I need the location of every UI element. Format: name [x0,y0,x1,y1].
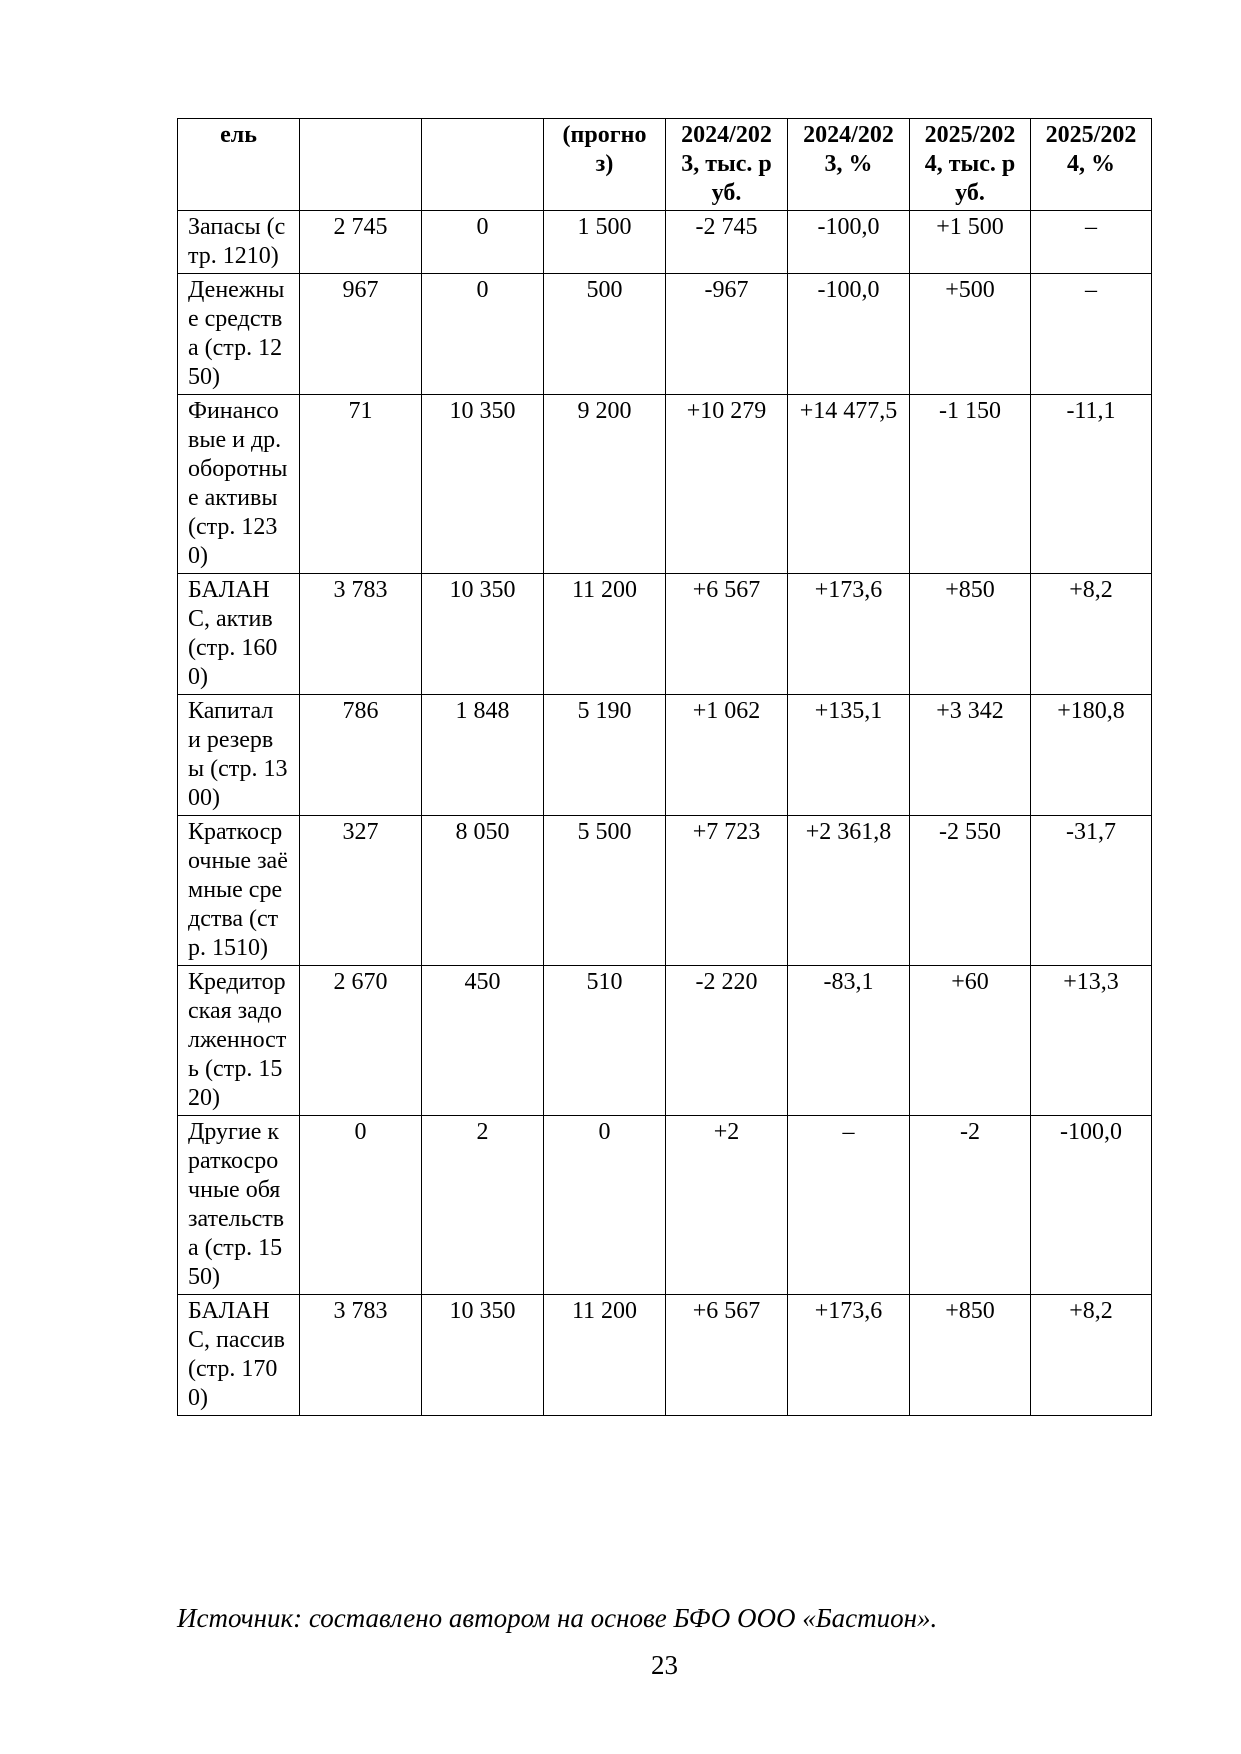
table-cell: +173,6 [788,1295,910,1416]
table-row [178,211,1152,274]
row-label: Запасы (стр. 1210) [178,211,300,274]
table-cell: -83,1 [788,966,910,1116]
row-label: Краткосрочные заёмные средства (стр. 1510) [178,816,300,966]
table-row [178,966,1152,1116]
table-cell: -1 150 [910,395,1031,574]
table-cell: 5 190 [544,695,666,816]
table-row [178,1295,1152,1416]
table-cell: 8 050 [422,816,544,966]
table-cell: -2 [910,1116,1031,1295]
table-cell: +850 [910,574,1031,695]
table-cell: – [1031,274,1152,395]
table-cell: +14 477,5 [788,395,910,574]
row-label: Другие краткосрочные обязательства (стр. 1550) [178,1116,300,1295]
table-cell: 1 848 [422,695,544,816]
table-cell: +1 062 [666,695,788,816]
header-cell: 2024/2023, % [788,119,910,211]
row-label: БАЛАНС, актив (стр. 1600) [178,574,300,695]
table-cell: +173,6 [788,574,910,695]
table-cell: 10 350 [422,395,544,574]
table-cell: -11,1 [1031,395,1152,574]
table-cell: +135,1 [788,695,910,816]
table-cell: +8,2 [1031,1295,1152,1416]
table-cell: 10 350 [422,574,544,695]
table-row [178,574,1152,695]
header-cell: 2025/2024, тыс. руб. [910,119,1031,211]
table-row [178,1116,1152,1295]
financial-table [177,118,1152,1416]
row-label: Кредиторская задолженность (стр. 1520) [178,966,300,1116]
table-cell: 11 200 [544,1295,666,1416]
table-cell: 11 200 [544,574,666,695]
header-cell: ель [178,119,300,211]
table-cell: 0 [422,211,544,274]
table-cell: 3 783 [300,574,422,695]
source-note: Источник: составлено автором на основе БФО ООО «Бастион». [177,1603,938,1633]
table-cell: 10 350 [422,1295,544,1416]
row-label: БАЛАНС, пассив (стр. 1700) [178,1295,300,1416]
table-cell: +3 342 [910,695,1031,816]
table-cell: +8,2 [1031,574,1152,695]
page-number: 23 [651,1650,678,1680]
header-cell [422,119,544,211]
table-row [178,274,1152,395]
table-cell: +6 567 [666,574,788,695]
table-row [178,816,1152,966]
table-cell: 2 745 [300,211,422,274]
table-row [178,695,1152,816]
row-label: Капитал и резервы (стр. 1300) [178,695,300,816]
header-cell: 2024/2023, тыс. руб. [666,119,788,211]
table-cell: +60 [910,966,1031,1116]
table-cell: +1 500 [910,211,1031,274]
table-cell: +7 723 [666,816,788,966]
header-cell: (прогноз) [544,119,666,211]
table-cell: – [1031,211,1152,274]
table-cell: 5 500 [544,816,666,966]
table-cell: 450 [422,966,544,1116]
table-cell: +6 567 [666,1295,788,1416]
table-cell: 0 [422,274,544,395]
table-cell: 71 [300,395,422,574]
table-cell: +850 [910,1295,1031,1416]
row-label: Финансовые и др. оборотные активы (стр. 1230) [178,395,300,574]
table-cell: +2 [666,1116,788,1295]
table-cell: +10 279 [666,395,788,574]
table-row [178,395,1152,574]
table-cell: +500 [910,274,1031,395]
table-cell: 967 [300,274,422,395]
table-cell: 9 200 [544,395,666,574]
table-cell: 0 [544,1116,666,1295]
table-cell: -2 220 [666,966,788,1116]
table-cell: +2 361,8 [788,816,910,966]
table-cell: -100,0 [788,274,910,395]
row-label: Денежные средства (стр. 1250) [178,274,300,395]
table-cell: -2 745 [666,211,788,274]
table-cell: 327 [300,816,422,966]
table-cell: 0 [300,1116,422,1295]
table-cell: 2 670 [300,966,422,1116]
table-cell: -100,0 [1031,1116,1152,1295]
table-cell: 1 500 [544,211,666,274]
table-cell: 3 783 [300,1295,422,1416]
header-cell [300,119,422,211]
header-cell: 2025/2024, % [1031,119,1152,211]
table-cell: +180,8 [1031,695,1152,816]
table-cell: -31,7 [1031,816,1152,966]
table-cell: 786 [300,695,422,816]
table-cell: – [788,1116,910,1295]
table-cell: -967 [666,274,788,395]
table-header-row [178,119,1152,211]
table-cell: -2 550 [910,816,1031,966]
table-cell: 510 [544,966,666,1116]
table-cell: +13,3 [1031,966,1152,1116]
table-cell: 2 [422,1116,544,1295]
table-cell: 500 [544,274,666,395]
table-cell: -100,0 [788,211,910,274]
